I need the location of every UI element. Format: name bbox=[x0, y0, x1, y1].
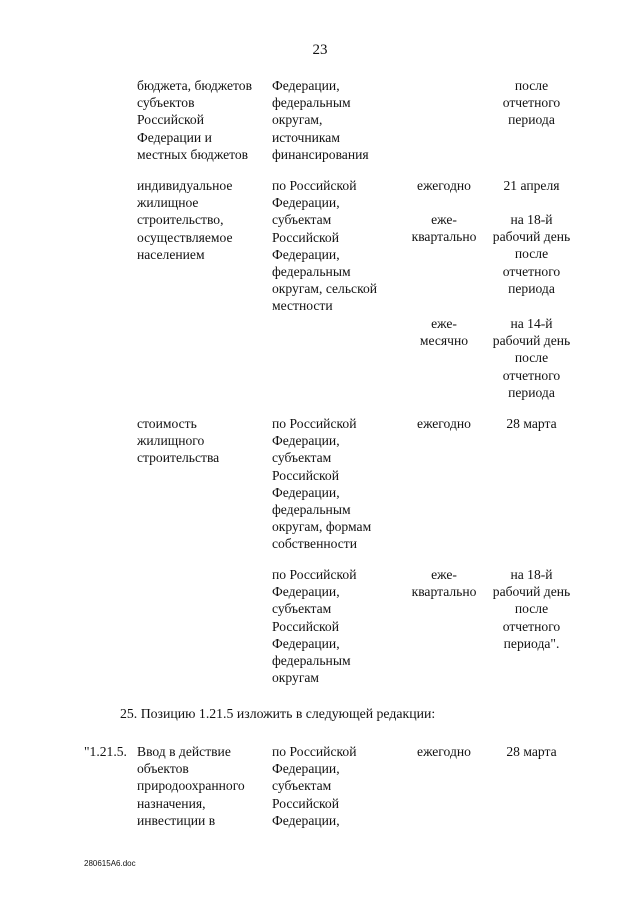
cell-frequency: еже- месячно bbox=[419, 316, 469, 349]
cell-breakdown: по Российской Федерации, субъектам Российской Федерации, федеральным округам bbox=[272, 567, 357, 686]
cell-indicator: бюджета, бюджетов субъектов Российской Федерации и местных бюджетов bbox=[137, 78, 253, 162]
cell-term: на 18-й рабочий день после отчетного периода". bbox=[492, 567, 571, 651]
cell-breakdown: по Российской Федерации, субъектам Российской Федерации, bbox=[272, 744, 357, 828]
cell-term: на 14-й рабочий день после отчетного периода bbox=[492, 316, 571, 400]
cell-term: 21 апреля bbox=[503, 178, 560, 193]
cell-term: 28 марта bbox=[506, 744, 557, 759]
cell-breakdown: по Российской Федерации, субъектам Российской Федерации, федеральным округам, формам собственности bbox=[272, 416, 372, 552]
cell-indicator: Ввод в действие объектов природоохранного назначения, инвестиции в bbox=[137, 744, 245, 828]
cell-indicator: стоимость жилищного строительства bbox=[137, 416, 220, 466]
cell-frequency: ежегодно bbox=[417, 744, 471, 759]
cell-term: 28 марта bbox=[506, 416, 557, 431]
paragraph-25: 25. Позицию 1.21.5 изложить в следующей редакции: bbox=[120, 706, 436, 721]
position-number: "1.21.5. bbox=[84, 744, 127, 759]
cell-breakdown: по Российской Федерации, субъектам Российской Федерации, федеральным округам, сельской местности bbox=[272, 178, 378, 314]
cell-frequency: ежегодно bbox=[417, 178, 471, 193]
cell-term: на 18-й рабочий день после отчетного периода bbox=[492, 212, 571, 296]
page-number: 23 bbox=[312, 42, 328, 58]
cell-indicator: индивидуальное жилищное строительство, осуществляемое населением bbox=[137, 178, 233, 262]
cell-frequency: ежегодно bbox=[417, 416, 471, 431]
file-footer: 280615A6.doc bbox=[84, 859, 136, 868]
cell-frequency: еже- квартально bbox=[411, 212, 477, 245]
cell-term: после отчетного периода bbox=[502, 78, 561, 128]
cell-breakdown: Федерации, федеральным округам, источникам финансирования bbox=[272, 78, 369, 162]
cell-frequency: еже- квартально bbox=[411, 567, 477, 600]
